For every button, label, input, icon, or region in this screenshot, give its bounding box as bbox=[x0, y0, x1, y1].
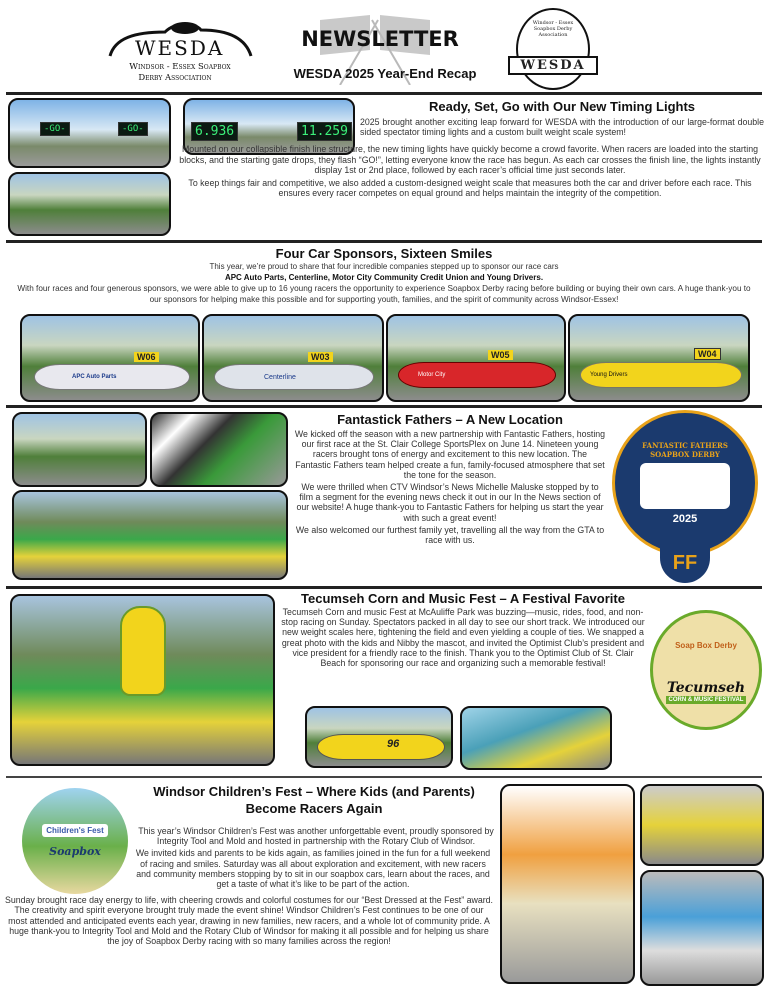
photo-fathers-race-car bbox=[12, 412, 147, 487]
photo-tecumseh-yellow-car bbox=[305, 706, 453, 768]
fathers-p2: We were thrilled when CTV Windsor’s News Michelle Maluske stopped by to film a segment for the evening news check it out in our In the News section of our website! A huge thank-you to Fantastic Fathers for helping us start the year with such a great event! bbox=[296, 482, 604, 523]
fantastic-fathers-badge bbox=[612, 410, 758, 556]
sponsors-text bbox=[12, 246, 756, 305]
car-photo-apc bbox=[20, 314, 200, 402]
wesda-logo-right bbox=[508, 8, 598, 90]
ff-shield-icon: FF bbox=[660, 545, 710, 583]
timing-p1: 2025 brought another exciting leap forward for WESDA with the introduction of our large-format double sided spectator timing lights and a custom built weight scale system! bbox=[360, 117, 764, 138]
badge-scene bbox=[640, 463, 730, 509]
timing-title: Ready, Set, Go with Our New Timing Lights bbox=[428, 99, 696, 114]
car-sponsor: APC Auto Parts bbox=[72, 374, 117, 380]
car-number: W06 bbox=[134, 352, 159, 362]
logo-ring-text: Windsor - Essex Soapbox Derby Association bbox=[532, 20, 574, 38]
sponsor-car-photos bbox=[20, 314, 750, 402]
logo-right-title: WESDA bbox=[508, 56, 598, 75]
car-number: W03 bbox=[308, 352, 333, 362]
logo-name: Children's Fest bbox=[42, 824, 107, 837]
car-sponsor: Young Drivers bbox=[590, 372, 628, 378]
logo-banner: CORN & MUSIC FESTIVAL bbox=[666, 696, 747, 704]
time-display-right: 11.259 bbox=[297, 122, 352, 141]
photo-timing-go-lights bbox=[8, 98, 171, 168]
badge-ring-text: FANTASTIC FATHERS SOAPBOX DERBY bbox=[642, 441, 728, 459]
photo-fathers-car-flag bbox=[150, 412, 288, 487]
divider bbox=[6, 92, 762, 95]
car-photo-motor-city bbox=[386, 314, 566, 402]
fathers-title: Fantastick Fathers – A New Location bbox=[337, 412, 563, 427]
childrens-p2: We invited kids and parents to be kids again, as families joined in the fun for a full weekend of racing and smiles. Saturday was all about exploration and excitement, with new racers and community members stopping by to sit in our soapbox cars, learn about the races, and get a taste of what it’s like to be part of the action. bbox=[135, 848, 491, 890]
race-car bbox=[317, 734, 445, 760]
photo-tecumseh-racer bbox=[460, 706, 612, 770]
sponsors-names: APC Auto Parts, Centerline, Motor City Community Credit Union and Young Drivers. bbox=[224, 273, 544, 283]
car-sponsor: Centerline bbox=[264, 374, 296, 381]
logo-name: Tecumseh bbox=[666, 679, 746, 696]
car-number: 96 bbox=[387, 738, 400, 750]
divider bbox=[6, 405, 762, 408]
childrens-p3: Sunday brought race day energy to life, with cheering crowds and colorful costumes for our “Best Dressed at the Fest” award. The creativity and spirit everyone brought truly made the event shine! Windsor Children’s Fest continues to be one of our most attended and anticipated events each year, drawing in new families, new racers, and a whole lot of community pride. A huge thank-you to Integrity Tool and Mold and the Rotary Club of Windsor for making it all possible and for helping us share the joy of Soapbox Derby racing with so many families across the region! bbox=[5, 895, 493, 947]
logo-top-text: Soap Box Derby bbox=[675, 640, 737, 650]
timing-p2: Mounted on our collapsible finish line structure, the new timing lights have quickly become a crowd favorite. When racers are loaded into the starting blocks, and the starting gate drops, they flash “GO!”, letting everyone know the race has begun. As each car crosses the finish line, the lights instantly display 1st or 2nd place, followed by each racer’s official time just seconds later. bbox=[179, 144, 761, 175]
badge-year: 2025 bbox=[672, 513, 698, 525]
car-sponsor: Motor City bbox=[418, 372, 446, 378]
fathers-p3: We also welcomed our furthest family yet, travelling all the way from the GTA to race with us. bbox=[295, 524, 605, 546]
photo-childrens-car bbox=[640, 784, 764, 866]
tecumseh-title: Tecumseh Corn and Music Fest – A Festival Favorite bbox=[301, 591, 625, 606]
childrens-title-1: Windsor Children’s Fest – Where Kids (and Parents) bbox=[153, 784, 475, 799]
fathers-text bbox=[294, 412, 606, 545]
car-number: W05 bbox=[488, 350, 513, 360]
logo-subtitle-1: Windsor - Essex Soapbox bbox=[129, 62, 231, 72]
newsletter-title: NEWSLETTER bbox=[301, 27, 459, 51]
sponsors-intro: This year, we’re proud to share that four incredible companies stepped up to sponsor our race cars bbox=[209, 262, 559, 271]
photo-finish-line bbox=[8, 172, 171, 236]
corn-mascot bbox=[120, 606, 166, 696]
childrens-text bbox=[4, 784, 494, 946]
divider bbox=[6, 586, 762, 589]
sponsors-title: Four Car Sponsors, Sixteen Smiles bbox=[275, 246, 493, 261]
divider bbox=[6, 776, 762, 778]
logo-script: Soapbox bbox=[49, 845, 101, 858]
photo-tecumseh-mascot-group bbox=[10, 594, 275, 766]
photo-fathers-group bbox=[12, 490, 288, 580]
tecumseh-body: Tecumseh Corn and music Fest at McAuliffe Park was buzzing—music, rides, food, and non-stop racing on Sunday. Spectators packed in all day to see our short track. We introduced our new weight scales here, tightening the field and even yielding a couple of ties. We snapped a great photo with the kids and Nibby the mascot, and invited the Optimist Club’s president and vice president for a friendly race to the finish. Thank you to the Optimist Club of St. Clair Beach for sponsoring our race and organizing such a memorable festival! bbox=[281, 607, 645, 669]
tecumseh-logo bbox=[650, 610, 762, 730]
car-photo-young-drivers bbox=[568, 314, 750, 402]
logo-subtitle-2: Derby Association bbox=[138, 73, 212, 83]
photo-childrens-racer bbox=[640, 870, 764, 986]
newsletter-subtitle: WESDA 2025 Year-End Recap bbox=[293, 66, 477, 81]
go-display-right: -GO- bbox=[118, 122, 148, 136]
car-photo-centerline bbox=[202, 314, 384, 402]
go-display-left: -GO- bbox=[40, 122, 70, 136]
sponsors-body: With four races and four generous sponsors, we were able to give up to 16 young racers the opportunity to experience Soapbox Derby racing before building or buying their own cars. A huge thank-you to our sponsors for helping make this possible and for supporting youth, families, and the spirit of community across Windsor-Essex! bbox=[17, 284, 751, 304]
logo-title: WESDA bbox=[135, 36, 225, 60]
car-number: W04 bbox=[694, 348, 721, 360]
childrens-title-2: Become Racers Again bbox=[245, 801, 383, 816]
wesda-logo-left bbox=[105, 18, 255, 88]
divider bbox=[6, 240, 762, 243]
timing-p3: To keep things fair and competitive, we also added a custom-designed weight scale that measures both the car and driver before each race. This ensures every racer competes on equal ground and helps maintain the integrity of the competition. bbox=[188, 178, 752, 199]
time-display-left: 6.936 bbox=[191, 122, 238, 141]
childrens-p1: This year’s Windsor Children’s Fest was another unforgettable event, proudly sponsored by Integrity Tool and Mold and hosted in partnership with the Rotary Club of Windsor. bbox=[138, 826, 494, 847]
fathers-p1: We kicked off the season with a new partnership with Fantastic Fathers, hosting our first race at the St. Clair College SportsPlex on June 14. Nineteen young racers brought tons of energy and excitement to this new location. The Fantastic Fathers team helped create a fun, family-focused atmosphere that set the tone for the season. bbox=[294, 429, 606, 480]
timing-text bbox=[176, 99, 764, 198]
tecumseh-text bbox=[280, 591, 646, 668]
photo-childrens-costume bbox=[500, 784, 635, 984]
